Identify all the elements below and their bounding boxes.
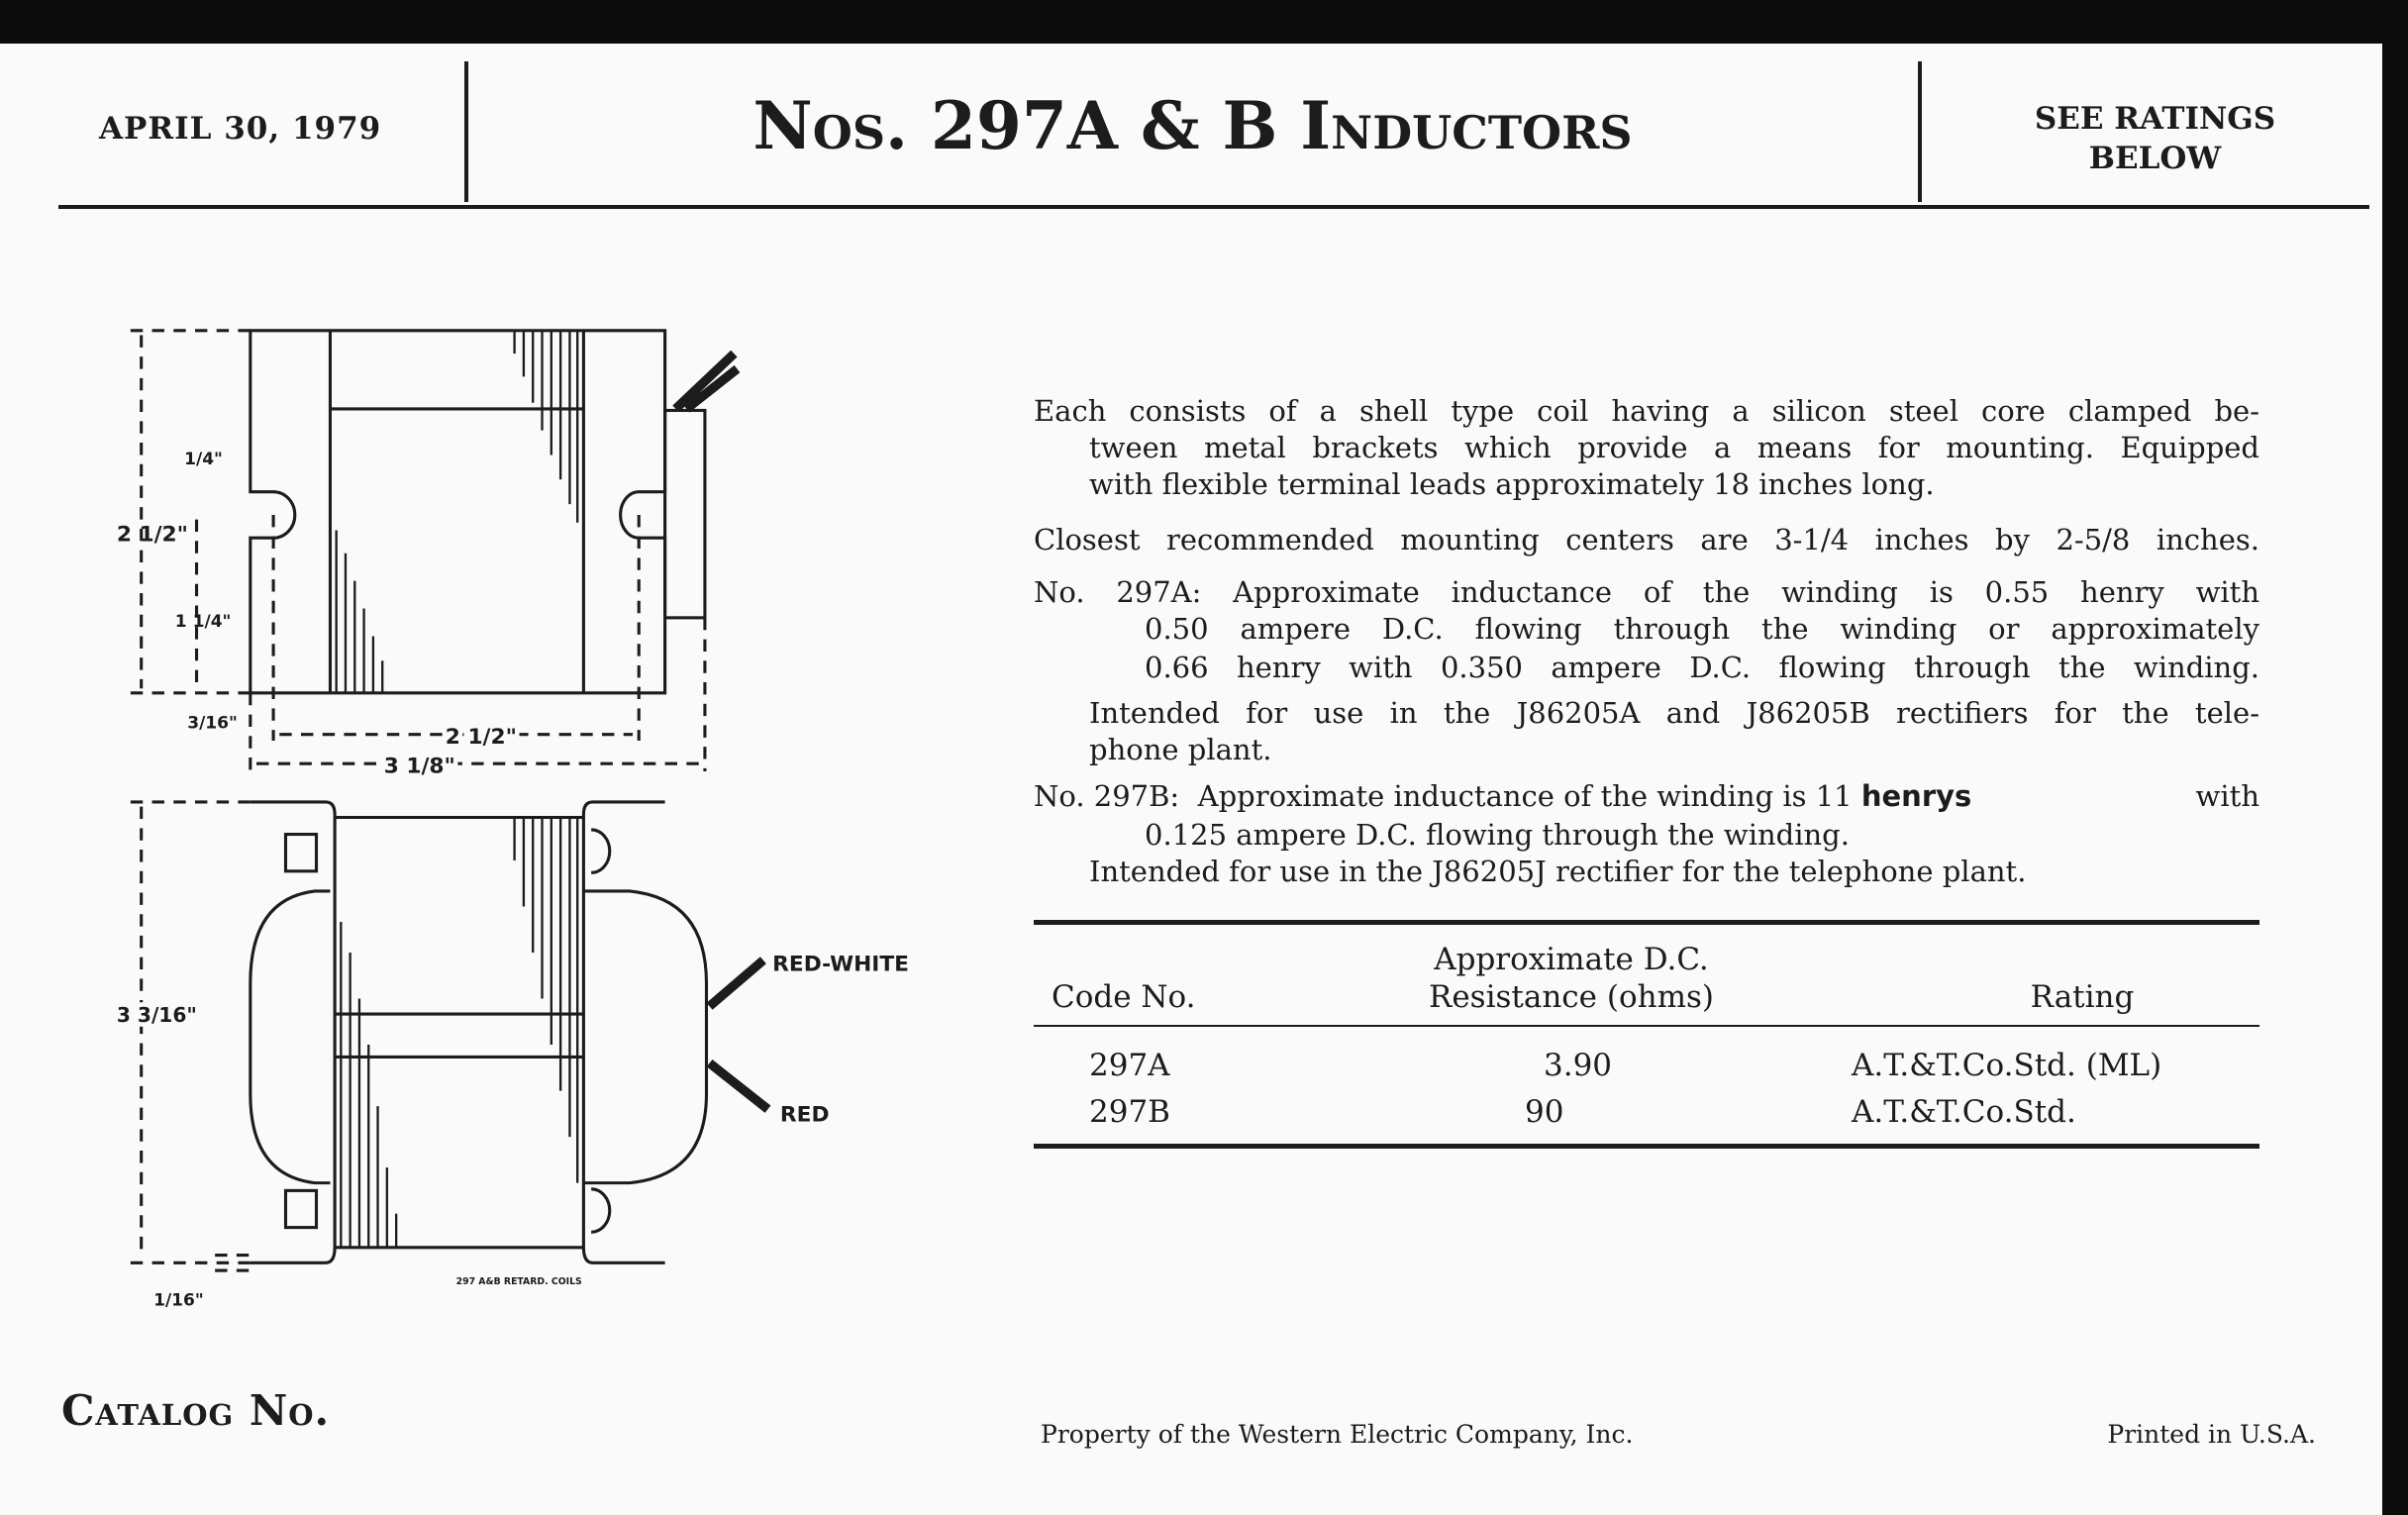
column-header-code: Code No. (1052, 979, 1196, 1015)
column-header-resistance: Resistance (ohms) (1428, 979, 1714, 1015)
column-header-rating: Rating (2030, 979, 2135, 1015)
printed-in: Printed in U.S.A. (2107, 1420, 2316, 1449)
red-lead (710, 1063, 768, 1110)
nut-icon (285, 835, 316, 871)
red-white-lead (710, 960, 763, 1007)
dim-label: 1/4" (184, 449, 223, 469)
ratings-note-line: SEE RATINGS (2034, 101, 2276, 137)
top-view (251, 331, 738, 693)
code-cell: 297A (1089, 1048, 1170, 1083)
description-text: with (2186, 779, 2259, 813)
dim-label: 1/16" (153, 1290, 204, 1311)
dim-label: 3 1/8" (383, 754, 455, 779)
description-text: No. 297B: Approximate inductance of the winding is 11 (1034, 779, 1861, 813)
column-header-resistance: Approximate D.C. (1434, 942, 1709, 977)
table-bottom-rule (1034, 1144, 2259, 1149)
usage-297a: phone plant. (1089, 733, 1272, 766)
dim-label: 2 1/2" (116, 522, 188, 548)
dim-label: 2 1/2" (445, 725, 517, 751)
drawing-caption: 297 A&B RETARD. COILS (455, 1276, 582, 1287)
table-header-rule (1034, 1025, 2259, 1027)
description-line: tween metal brackets which provide a means for mounting. Equipped (1089, 431, 2259, 464)
description-297a: 0.50 ampere D.C. flowing through the winding or approximately (1145, 612, 2259, 646)
table-top-rule (1034, 920, 2259, 925)
lead-label-red: RED (779, 1102, 830, 1128)
dim-label: 1 1/4" (174, 612, 232, 633)
catalog-number-label: Catalog No. (61, 1386, 331, 1435)
lamination-hatch (341, 817, 577, 1247)
dim-label: 3 3/16" (116, 1002, 197, 1027)
description-297a: No. 297A: Approximate inductance of the winding is 0.55 henry with (1034, 575, 2259, 609)
code-cell: 297B (1089, 1094, 1170, 1130)
page-title: Nos. 297A & B Inductors (752, 87, 1633, 164)
rating-cell: A.T.&T.Co.Std. (ML) (1852, 1048, 2162, 1083)
usage-297a: Intended for use in the J86205A and J86205B rectifiers for the tele- (1089, 696, 2259, 730)
dim-label: 3/16" (187, 713, 238, 734)
lead-label-red-white: RED-WHITE (772, 952, 909, 977)
lamination-hatch (337, 331, 578, 693)
description-line: Each consists of a shell type coil having a silicon steel core clamped be- (1034, 394, 2259, 428)
usage-297b: Intended for use in the J86205J rectifier for the telephone plant. (1089, 855, 2027, 888)
description-297b (1034, 778, 2259, 814)
description-line: with flexible terminal leads approximately 18 inches long. (1089, 467, 1935, 501)
issue-date: APRIL 30, 1979 (99, 111, 382, 147)
resistance-cell: 90 (1525, 1094, 1564, 1130)
description-297a: 0.66 henry with 0.350 ampere D.C. flowing through the winding. (1145, 651, 2259, 684)
lead-wires (675, 354, 737, 409)
ratings-note-line: BELOW (2088, 141, 2222, 176)
mounting-centers: Closest recommended mounting centers are 3-1/4 inches by 2-5/8 inches. (1034, 523, 2259, 556)
description-bold: henrys (1860, 779, 1972, 813)
property-notice: Property of the Western Electric Company, Inc. (1041, 1420, 1634, 1449)
rating-cell: A.T.&T.Co.Std. (1852, 1094, 2076, 1130)
nut-icon (285, 1190, 316, 1227)
resistance-cell: 3.90 (1544, 1048, 1613, 1083)
description-297b: 0.125 ampere D.C. flowing through the winding. (1145, 818, 1850, 852)
side-view (251, 802, 768, 1262)
